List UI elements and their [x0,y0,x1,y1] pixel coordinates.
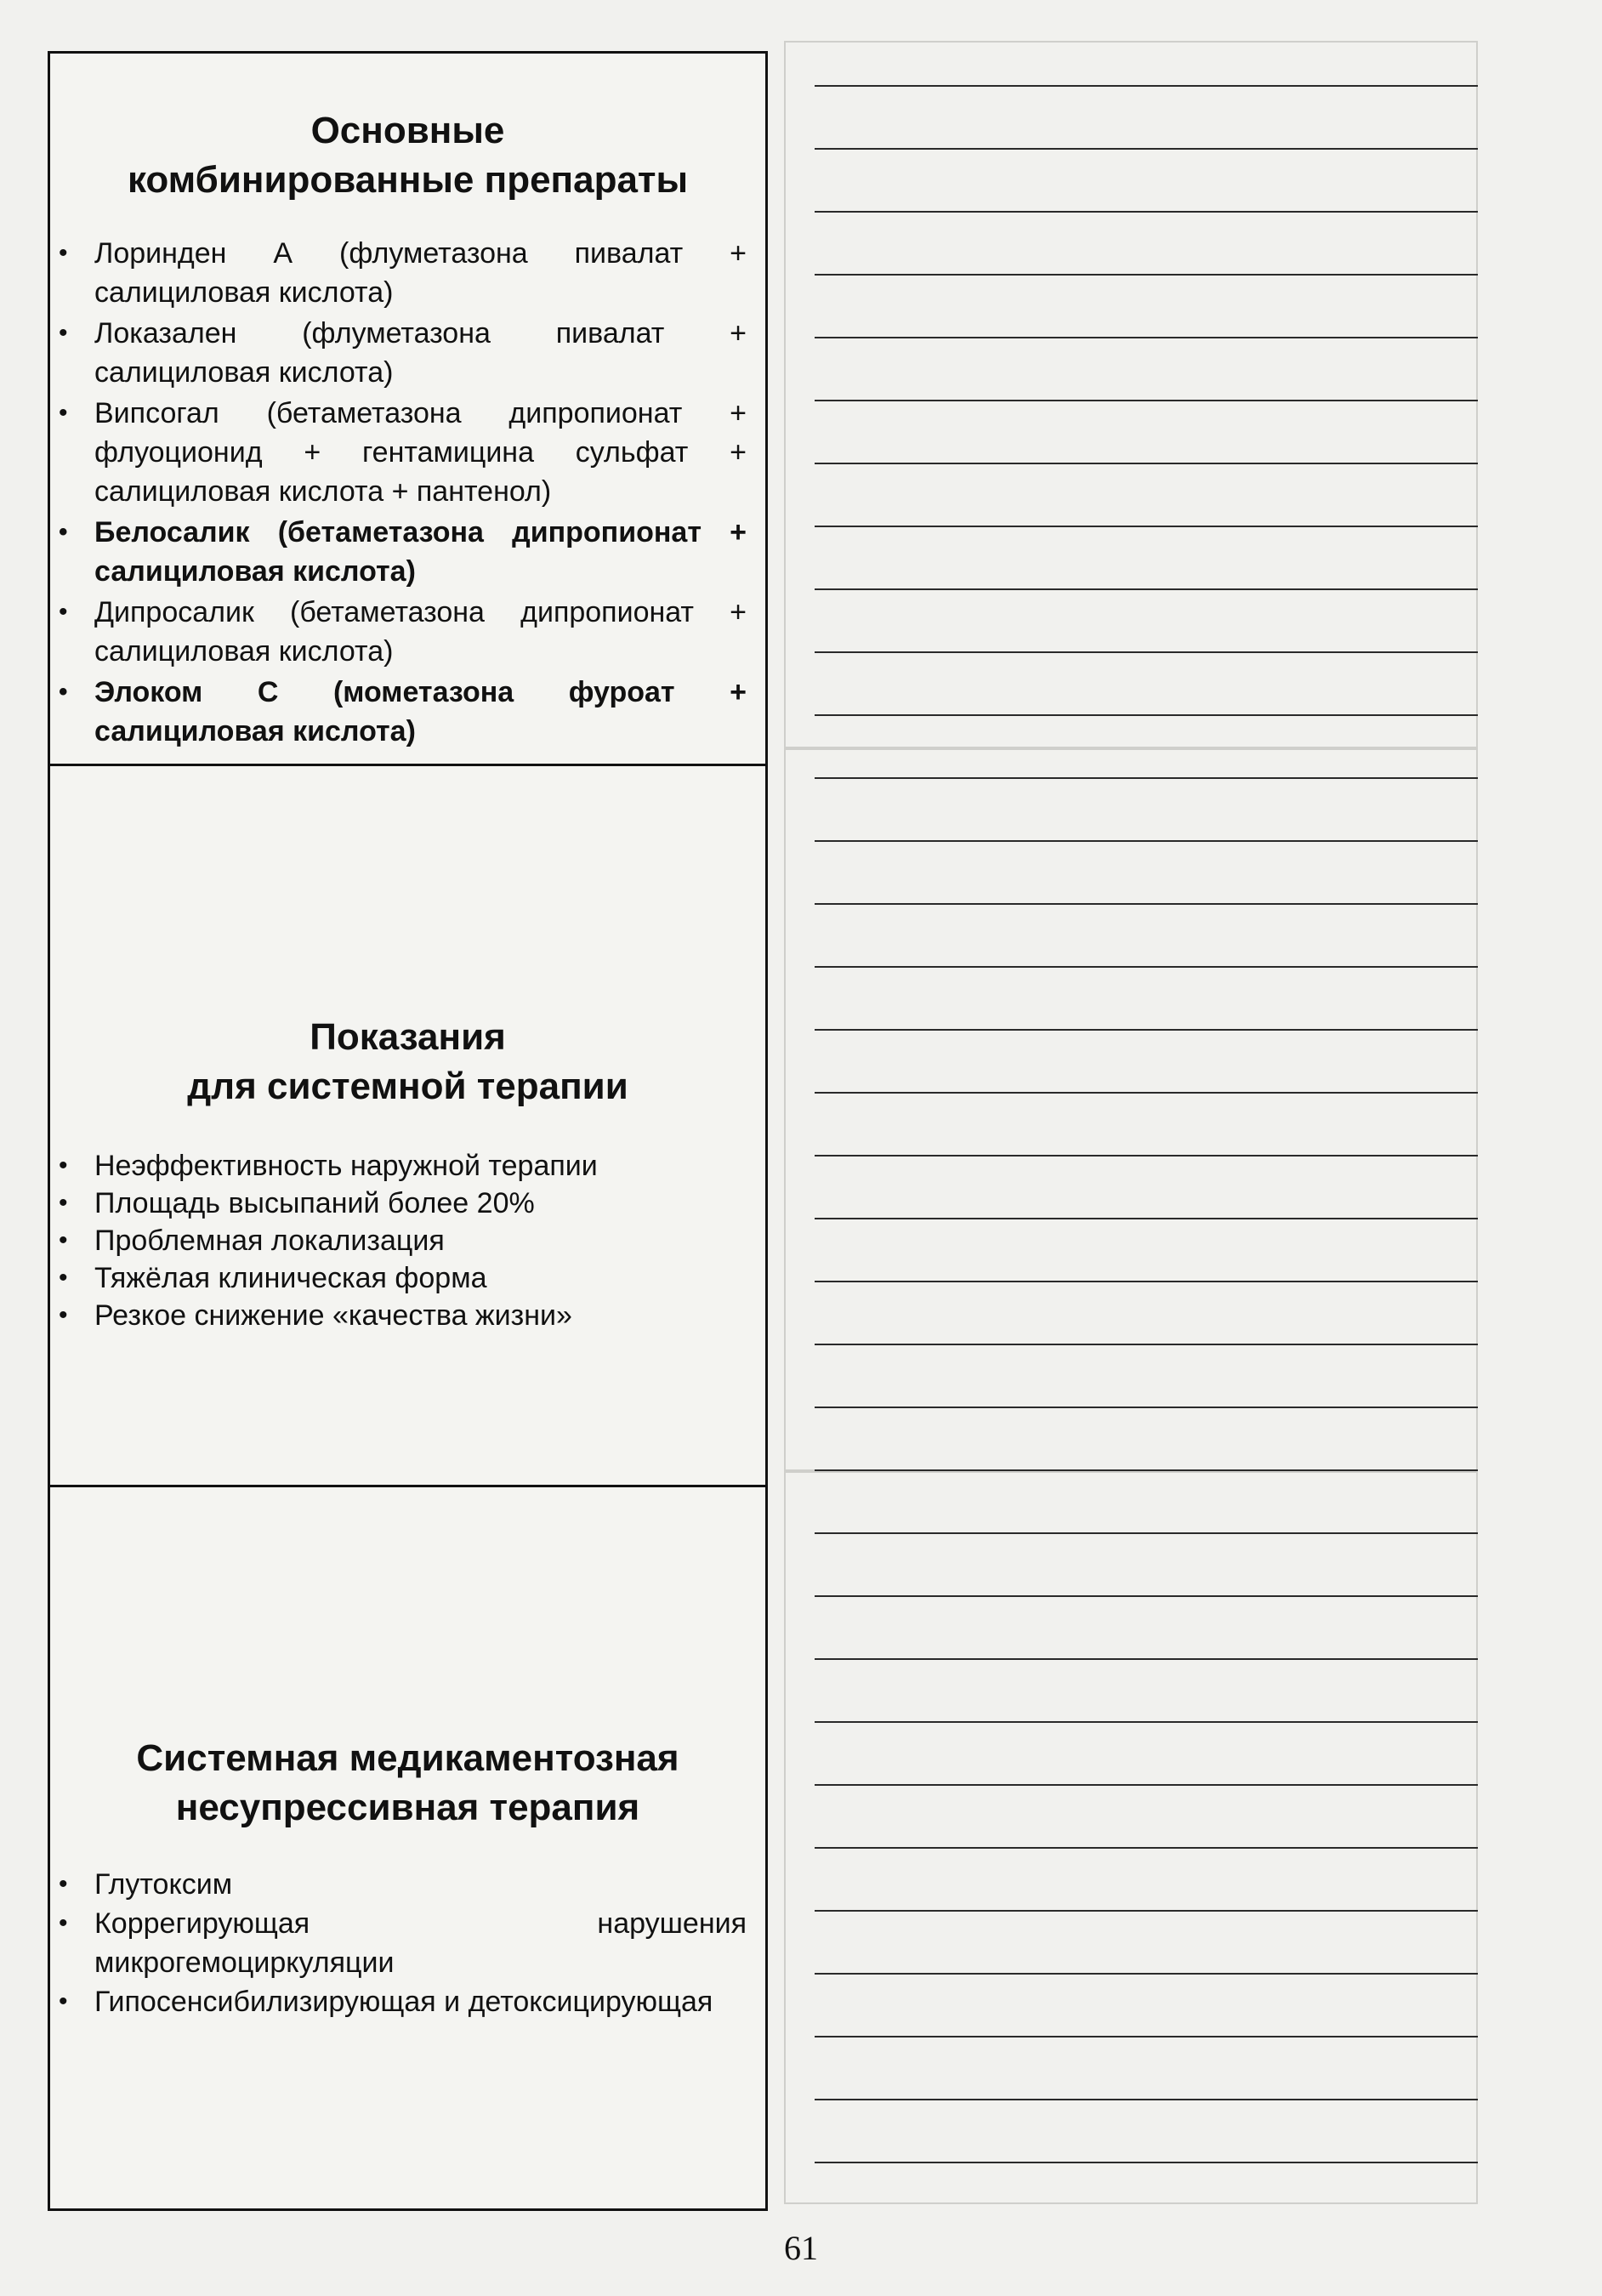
ruled-note-line [815,463,1478,464]
systemic-therapy-indications-section [50,766,765,1487]
section-title [50,1734,765,1833]
list-item: • Дипросалик (бетаметазона дипропионат + салициловая кислота) [50,593,765,671]
ruled-note-line [815,714,1478,716]
section-title-line1: Основные [310,110,505,151]
ruled-note-line [815,1973,1478,1975]
section-title [50,1013,765,1111]
list-item: • Локазален (флуметазона пивалат + салициловая кислота) [50,314,765,392]
combined-drugs-section [50,54,765,766]
ruled-note-line [815,651,1478,653]
ruled-note-line [815,148,1478,150]
list-item: • Лоринден А (флуметазона пивалат + салициловая кислота) [50,234,765,312]
notes-column [784,41,1478,2218]
page-number: 61 [784,2229,818,2267]
non-suppressive-therapy-list [50,1865,765,2021]
list-item: • Резкое снижение «качества жизни» [50,1297,765,1334]
ruled-note-line [815,1658,1478,1660]
ruled-note-line [815,1532,1478,1534]
section-title [50,106,765,205]
list-item: • Глутоксим [50,1865,765,1904]
list-item: • Белосалик (бетаметазона дипропионат + салициловая кислота) [50,513,765,591]
ghost-box [784,1469,1478,2204]
section-title-line1: Показания [310,1016,506,1058]
left-panel [48,51,768,2211]
combined-drugs-list [50,234,765,753]
non-suppressive-therapy-section [50,1487,765,2208]
list-item: • Площадь высыпаний более 20% [50,1185,765,1222]
ruled-note-line [815,400,1478,401]
ruled-note-line [815,588,1478,590]
ruled-note-line [815,777,1478,779]
list-item: • Гипосенсибилизирующая и детоксицирующая [50,1982,765,2021]
ruled-note-line [815,1910,1478,1912]
ruled-note-line [815,1721,1478,1723]
ghost-box [784,747,1478,1473]
ruled-note-line [815,211,1478,213]
ruled-note-line [815,1407,1478,1408]
list-item: • Коррегирующая нарушения микрогемоциркуляции [50,1904,765,1982]
list-item: • Элоком С (мометазона фуроат + салициловая кислота) [50,673,765,751]
ruled-note-line [815,1218,1478,1219]
section-title-line1: Системная медикаментозная [136,1737,679,1779]
ruled-note-line [815,840,1478,842]
list-item: • Неэффективность наружной терапии [50,1147,765,1185]
ruled-note-line [815,1344,1478,1345]
ruled-note-line [815,337,1478,338]
ruled-note-line [815,1784,1478,1786]
ruled-note-line [815,1847,1478,1849]
ruled-note-line [815,2162,1478,2163]
ruled-note-line [815,966,1478,968]
ruled-note-line [815,1029,1478,1031]
ruled-note-line [815,2099,1478,2100]
ruled-note-line [815,526,1478,527]
ruled-note-line [815,274,1478,276]
ruled-note-line [815,903,1478,905]
indications-list [50,1147,765,1334]
section-title-line2: несупрессивная терапия [175,1787,640,1828]
ruled-note-line [815,1092,1478,1094]
ruled-note-line [815,1281,1478,1282]
list-item: • Тяжёлая клиническая форма [50,1259,765,1297]
section-title-line2: комбинированные препараты [127,159,689,201]
ruled-note-line [815,85,1478,87]
ruled-note-line [815,1469,1478,1471]
ruled-note-line [815,1155,1478,1157]
list-item: • Проблемная локализация [50,1222,765,1259]
section-title-line2: для системной терапии [187,1066,628,1107]
list-item: • Випсогал (бетаметазона дипропионат + флуоционид + гентамицина сульфат + салициловая кислота + пантенол) [50,394,765,511]
ruled-note-line [815,2036,1478,2037]
ruled-note-line [815,1595,1478,1597]
